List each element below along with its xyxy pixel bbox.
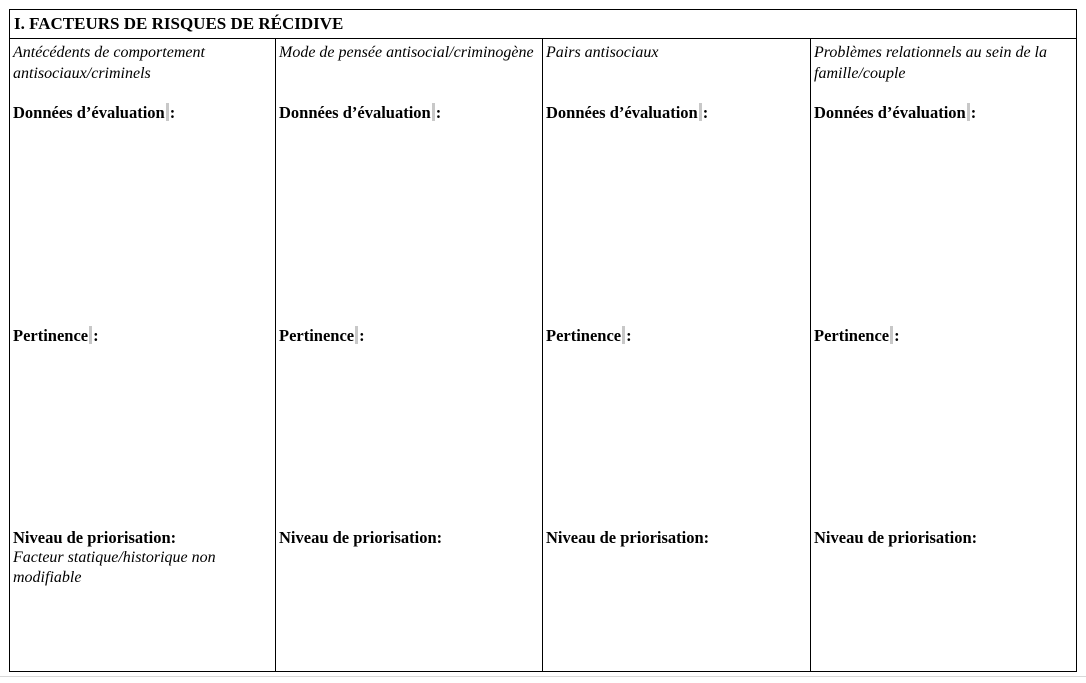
priority-level-label[interactable]: Niveau de priorisation: — [546, 528, 710, 547]
field-marker — [355, 326, 358, 344]
relevance-label[interactable]: Pertinence : — [279, 326, 365, 345]
field-marker — [890, 326, 893, 344]
priority-level-label[interactable]: Niveau de priorisation: — [279, 528, 443, 547]
field-marker — [699, 103, 702, 121]
factor-column-criminal-history — [10, 39, 276, 672]
assessment-data-label[interactable]: Données d’évaluation : — [279, 103, 442, 122]
assessment-data-label[interactable]: Données d’évaluation : — [13, 103, 176, 122]
assessment-data-label[interactable]: Données d’évaluation : — [814, 103, 977, 122]
priority-note: Facteur statique/historique non modifiable — [13, 549, 216, 586]
assessment-data-label[interactable]: Données d’évaluation : — [546, 103, 709, 122]
factor-name: Pairs antisociaux — [546, 44, 659, 61]
factor-column-antisocial-peers — [543, 39, 811, 672]
relevance-label[interactable]: Pertinence : — [814, 326, 900, 345]
field-marker — [166, 103, 169, 121]
factor-name: Mode de pensée antisocial/criminogène — [279, 44, 534, 61]
field-marker — [622, 326, 625, 344]
section-title: I. FACTEURS DE RISQUES DE RÉCIDIVE — [10, 10, 1076, 39]
relevance-label[interactable]: Pertinence : — [13, 326, 99, 345]
relevance-label[interactable]: Pertinence : — [546, 326, 632, 345]
risk-factors-table — [9, 9, 1077, 672]
priority-level-label[interactable]: Niveau de priorisation: — [13, 528, 177, 547]
factor-column-family-relationship-problems — [811, 39, 1076, 672]
field-marker — [967, 103, 970, 121]
priority-level-label[interactable]: Niveau de priorisation: — [814, 528, 978, 547]
field-marker — [89, 326, 92, 344]
factor-name: Problèmes relationnels au sein de la famille/couple — [814, 44, 1047, 82]
factor-column-criminogenic-thinking — [276, 39, 543, 672]
factor-name: Antécédents de comportement antisociaux/criminels — [13, 44, 205, 82]
field-marker — [432, 103, 435, 121]
page-edge-divider — [0, 676, 1086, 677]
